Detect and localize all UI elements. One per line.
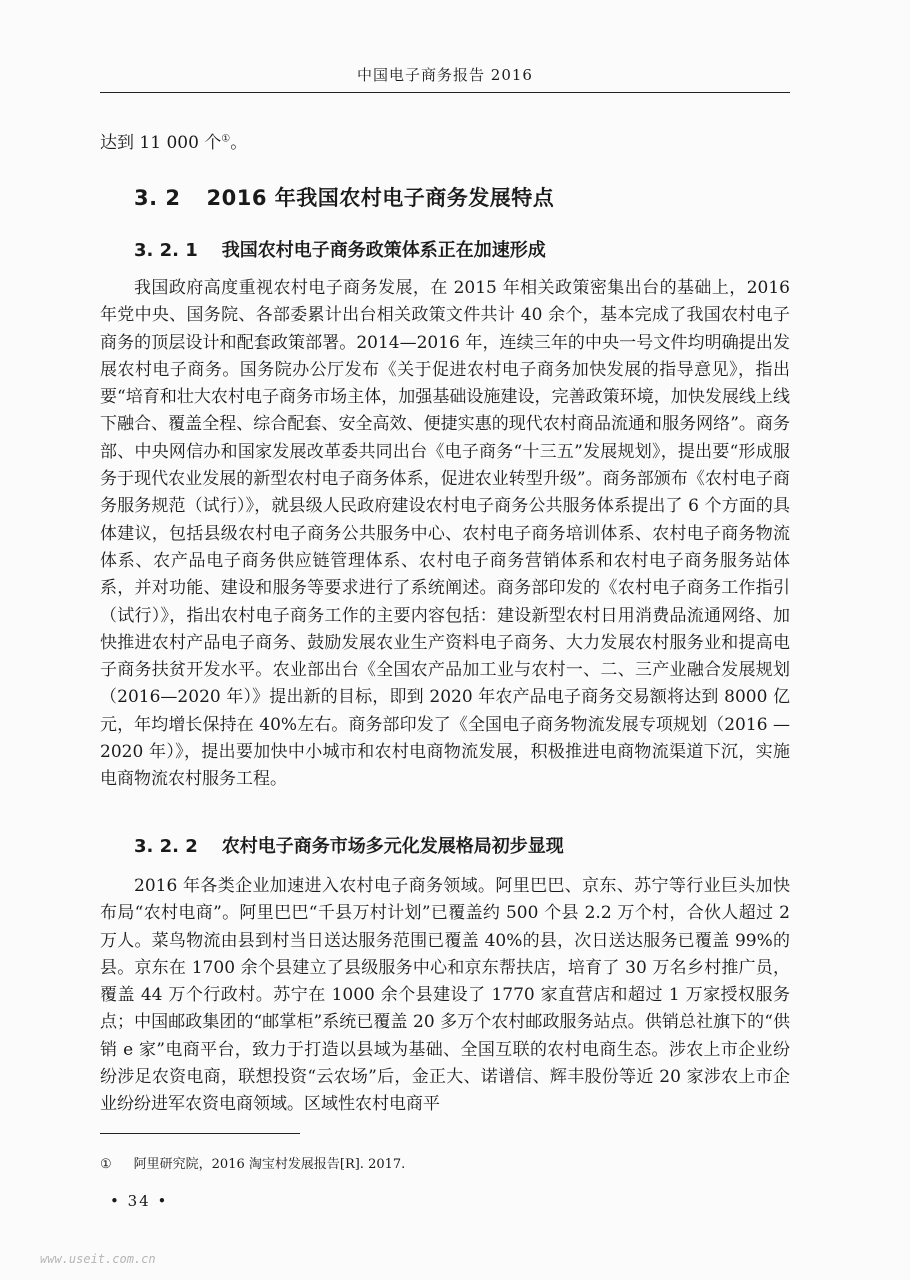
subsection-number: 3. 2. 2 — [134, 836, 198, 857]
footnote-reference[interactable]: ① — [221, 133, 231, 145]
subsection-heading — [134, 832, 564, 858]
subsection-heading — [134, 236, 546, 262]
header-rule — [100, 92, 790, 93]
continuation-end: 。 — [230, 133, 248, 153]
paragraph-text: 2016 年各类企业加速进入农村电子商务领域。阿里巴巴、京东、苏宁等行业巨头加快布局“农村电商”。阿里巴巴“千县万村计划”已覆盖约 500 个县 2.2 万个村，合伙人超过 2 万人。菜鸟物流由县到村当日送达服务范围已覆盖 40%的县，次日送达服务已覆盖 99%的县。京东在 1700 余个县建立了县级服务中心和京东帮扶店，培育了 30 万名乡村推广员，覆盖 44 万个行政村。苏宁在 1000 余个县建设了 1770 家直营店和超过 1 万家授权服务点；中国邮政集团的“邮掌柜”系统已覆盖 20 多万个农村邮政服务站点。供销总社旗下的“供销 e 家”电商平台，致力于打造以县域为基础、全国互联的农村电商生态。涉农上市企业纷纷涉足农资电商，联想投资“云农场”后，金正大、诺谱信、辉丰股份等近 20 家涉农上市企业纷纷进军农资电商领域。区域性农村电商平 — [100, 876, 790, 1115]
continuation-line — [100, 130, 790, 157]
footnote-text: 阿里研究院，2016 淘宝村发展报告[R]. 2017. — [133, 1157, 406, 1172]
subsection-title: 农村电子商务市场多元化发展格局初步显现 — [221, 836, 564, 857]
page-number: • 34 • — [110, 1192, 169, 1210]
section-title: 2016 年我国农村电子商务发展特点 — [206, 186, 555, 210]
paragraph-text: 我国政府高度重视农村电子商务发展，在 2015 年相关政策密集出台的基础上，2016 年党中央、国务院、各部委累计出台相关政策文件共计 40 余个，基本完成了我国农村电子商务的顶层设计和配套政策部署。2014—2016 年，连续三年的中央一号文件均明确提出发展农村电子商务。国务院办公厅发布《关于促进农村电子商务加快发展的指导意见》，指出要“培育和壮大农村电子商务市场主体，加强基础设施建设，完善政策环境，加快发展线上线下融合、覆盖全程、综合配套、安全高效、便捷实惠的现代农村商品流通和服务网络”。商务部、中央网信办和国家发展改革委共同出台《电子商务“十三五”发展规划》，提出要“形成服务于现代农业发展的新型农村电子商务体系，促进农业转型升级”。商务部颁布《农村电子商务服务规范（试行）》，就县级人民政府建设农村电子商务公共服务体系提出了 6 个方面的具体建议，包括县级农村电子商务公共服务中心、农村电子商务培训体系、农村电子商务物流体系、农产品电子商务供应链管理体系、农村电子商务营销体系和农村电子商务服务站体系，并对功能、建设和服务等要求进行了系统阐述。商务部印发的《农村电子商务工作指引（试行）》，指出农村电子商务工作的主要内容包括：建设新型农村日用消费品流通网络、加快推进农村产品电子商务、鼓励发展农业生产资料电子商务、大力发展农村服务业和提高电子商务扶贫开发水平。农业部出台《全国农产品加工业与农村一、二、三产业融合发展规划（2016—2020 年）》提出新的目标，即到 2020 年农产品电子商务交易额将达到 8000 亿元，年均增长保持在 40%左右。商务部印发了《全国电子商务物流发展专项规划（2016 — 2020 年）》，提出要加快中小城市和农村电商物流发展，积极推进电商物流渠道下沉，实施电商物流农村服务工程。 — [100, 278, 790, 790]
section-heading — [134, 182, 554, 212]
body-paragraph — [100, 873, 790, 1119]
section-number: 3. 2 — [134, 186, 181, 210]
subsection-number: 3. 2. 1 — [134, 240, 198, 261]
continuation-text: 达到 11 000 个 — [100, 133, 222, 153]
footnote — [100, 1153, 405, 1172]
watermark: www.useit.com.cn — [40, 1252, 156, 1266]
footnote-mark: ① — [100, 1157, 112, 1172]
footnote-rule — [100, 1133, 300, 1134]
body-paragraph — [100, 275, 790, 794]
subsection-title: 我国农村电子商务政策体系正在加速形成 — [221, 240, 546, 261]
running-head: 中国电子商务报告 2016 — [357, 66, 533, 84]
